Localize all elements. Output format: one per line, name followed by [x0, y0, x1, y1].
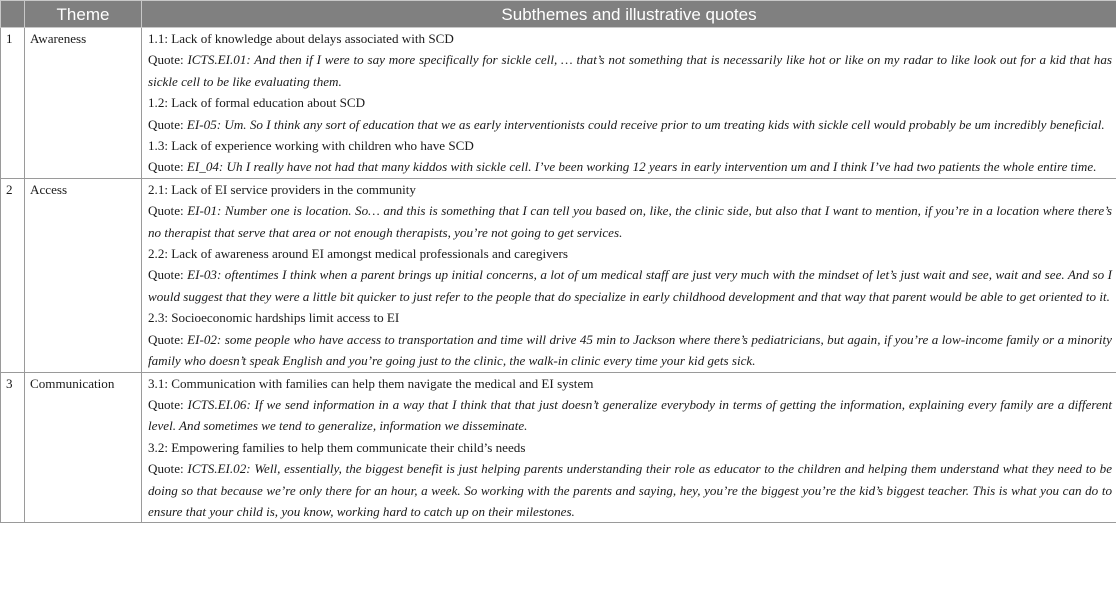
subtheme-quote: [148, 394, 1112, 437]
subtheme-title: 2.2: Lack of awareness around EI amongst medical professionals and caregivers: [148, 246, 568, 262]
quote-label: Quote:: [148, 116, 187, 132]
table-header: [1, 1, 1116, 28]
quote-text: EI-05: Um. So I think any sort of education that we as early interventionists could receive prior to um treating kids with sickle cell would probably be um incredibly beneficial.: [186, 116, 1105, 132]
table-body: [1, 28, 1116, 523]
quote-label: Quote:: [148, 159, 187, 175]
row-number: 2: [1, 178, 25, 372]
subtheme-title: 2.3: Socioeconomic hardships limit access to EI: [148, 310, 400, 326]
subtheme-title: 1.3: Lack of experience working with children who have SCD: [148, 138, 474, 154]
quote-text: EI-03: oftentimes I think when a parent brings up initial concerns, a lot of um medical staff are just very much with the mindset of let’s just wait and see, wait and see. And so I would suggest that they were a little bit quicker to just refer to the people that do specialize in early childhood development and that way that parent would be able to get oriented to it.: [148, 267, 1112, 304]
quote-label: Quote:: [148, 331, 188, 347]
subtheme-quote: [148, 156, 1112, 177]
header-row: [1, 1, 1116, 28]
quote-text: ICTS.EI.01: And then if I were to say more specifically for sickle cell, … that’s not something that is necessarily like hot or like on my radar to like look out for a kid that has sickle cell to be like evaluating them.: [148, 52, 1112, 89]
table-row: [1, 28, 1116, 179]
quote-label: Quote:: [148, 396, 188, 412]
row-number: 3: [1, 372, 25, 523]
subtheme-quote: [148, 264, 1112, 307]
quote-text: EI-01: Number one is location. So… and this is something that I can tell you based on, like, the clinic side, but also that I want to mention, if you’re in a location where there’s no therapist that serve that area or not enough therapists, you’re not going to get services.: [148, 203, 1112, 240]
header-number: [1, 1, 25, 28]
quote-text: ICTS.EI.06: If we send information in a way that I think that that just doesn’t generalize everybody in terms of getting the information, explaining every family are a different level. And sometimes we tend to generalize, information we disseminate.: [148, 396, 1112, 434]
row-subthemes: [142, 372, 1116, 523]
quote-text: EI-02: some people who have access to transportation and time will drive 45 min to Jackson where there’s pediatricians, but again, if you’re a low-income family or a minority family who doesn’t speak English and you’re going just to the clinic, the walk-in clinic every time your kid gets sick.: [148, 331, 1112, 369]
quote-text: ICTS.EI.02: Well, essentially, the biggest benefit is just helping parents understanding their role as educator to the children and helping them understand what they need to be doing so that because we’re only there for an hour, a week. So working with the parents and saying, hey, you’re the biggest you’re the kid’s biggest teacher. This is what you can do to ensure that your child is, you know, working hard to catch up on their milestones.: [148, 461, 1113, 519]
header-subthemes: Subthemes and illustrative quotes: [142, 1, 1116, 28]
quote-label: Quote:: [148, 52, 188, 68]
row-number: 1: [1, 28, 25, 179]
quote-label: Quote:: [148, 461, 188, 477]
table-row: [1, 178, 1116, 372]
row-theme: Awareness: [25, 28, 142, 179]
quote-text: EI_04: Uh I really have not had that many kiddos with sickle cell. I’ve been working 12 years in early intervention um and I think I’ve had two patients the whole entire time.: [186, 159, 1097, 175]
subtheme-quote: [148, 49, 1112, 92]
subtheme-title: 3.1: Communication with families can help them navigate the medical and EI system: [148, 375, 594, 391]
subtheme-title: 2.1: Lack of EI service providers in the community: [148, 181, 416, 197]
row-theme: Access: [25, 178, 142, 372]
subtheme-title: 1.1: Lack of knowledge about delays associated with SCD: [148, 31, 454, 46]
subtheme-title: 3.2: Empowering families to help them communicate their child’s needs: [148, 439, 526, 455]
subtheme-quote: [148, 329, 1112, 372]
row-subthemes: [142, 178, 1116, 372]
subtheme-quote: [148, 458, 1112, 522]
table-row: [1, 372, 1116, 523]
row-subthemes: [142, 28, 1116, 179]
subtheme-title: 1.2: Lack of formal education about SCD: [148, 95, 366, 111]
row-theme: Communication: [25, 372, 142, 523]
subtheme-quote: [148, 114, 1112, 135]
quote-label: Quote:: [148, 267, 188, 283]
subtheme-quote: [148, 200, 1112, 243]
header-theme: Theme: [25, 1, 142, 28]
quote-label: Quote:: [148, 203, 188, 219]
